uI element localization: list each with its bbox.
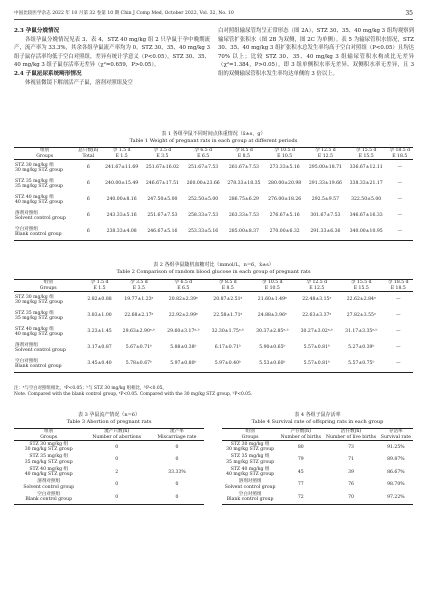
table4-cell: 86.67% [387, 469, 405, 475]
table4-row-group [222, 466, 278, 479]
table3-cell: 0 [150, 491, 204, 504]
table3-col-header-en: Miscarriage rate [150, 435, 204, 441]
table1-col-header-en: E 15.5 [346, 154, 387, 160]
table3-col-header-cn: 流产率 [150, 429, 204, 435]
table1-row-group [14, 208, 75, 224]
table4-cell: 71 [348, 457, 354, 463]
table3-col-header-en: Number of abortions [83, 435, 150, 441]
table3-row [14, 441, 204, 454]
table4-row-group [222, 491, 278, 504]
table3-row-group [14, 491, 83, 504]
table4-row-group-en: Solvent control group [224, 484, 276, 490]
table2-cell: 22.68±2.17ᵃ [124, 313, 154, 319]
table3-row-group-en: 40 mg/kg STZ group [24, 472, 73, 478]
table4-cell: 76 [348, 482, 354, 488]
table2-note [14, 386, 413, 398]
table1-cell: 243.33±5.16 [106, 213, 137, 219]
table4-col-header-cn: 组别 [222, 429, 278, 435]
table4-row-group-en: Blank control group [226, 497, 274, 503]
table4-cell: 77 [297, 482, 304, 488]
table2-col-header-cn: 孕 8.5 d [206, 280, 250, 286]
table3-row-group-en: 30 mg/kg STZ group [24, 447, 73, 453]
table4-cell: 80 [297, 444, 304, 450]
table2-cell: 5.97±0.80ᵇ [161, 356, 205, 373]
section-2-3-paragraph: 各组孕鼠分娩情况见表 3、表 4，STZ 40 mg/kg 组 2 只孕鼠于孕中晚期流产，流产率为 33.3%，其余各组孕鼠流产率均为 0。STZ 30、35、40 mg/kg 3 组子鼠存活率均低于空白对照组，差异有统计学意义（P<0.05）。STZ 30、35、40 mg/kg 3 组子鼠存活率无差异（χ²=0.659，P>0.05）。 [14, 36, 210, 69]
table2-row-group-cn: 空白对照组 [15, 358, 38, 364]
table4-col-header-cn: 存活率 [379, 429, 413, 435]
table1-row-group-en: 30 mg/kg STZ group [15, 168, 63, 174]
table1-row-group [14, 192, 75, 208]
table4-row-group-en: 30 mg/kg STZ group [226, 447, 275, 453]
table2-row-group [14, 356, 82, 373]
table1-cell: 340.00±10.95 [346, 224, 387, 241]
table3-cell: 0 [175, 482, 179, 488]
page-number: 35 [405, 10, 413, 17]
table2-row-group-cn: STZ 35 mg/kg 组 [15, 310, 54, 316]
table1-cell: 273.33±5.16 [269, 165, 300, 171]
table2-cell: — [383, 356, 413, 373]
table3-row-group-en: Blank control group [25, 497, 73, 503]
table1-cell: 285.00±8.37 [224, 224, 265, 241]
table2-cell: 5.67±0.71ᵇ [125, 345, 152, 351]
table2-cell: 5.88±0.38ᵇ [170, 345, 197, 351]
table3-row-group [14, 479, 83, 492]
table2-cell: 20.87±2.51ᵃ [213, 297, 243, 303]
table4-cell: 98.70% [387, 482, 405, 488]
table1-cell: 336.67±12.11 [349, 165, 383, 171]
table2-row-group-cn: STZ 30 mg/kg 组 [15, 294, 54, 300]
table1-cell: 292.5±9.57 [311, 197, 340, 203]
table2-cell: 5.90±0.65ᵇ [259, 345, 286, 351]
table4-col-header-en: Groups [222, 435, 278, 441]
table2-cell: 22.92±2.99ᵃ [168, 313, 198, 319]
table3-cell: 0 [175, 444, 179, 450]
table1-row [14, 224, 413, 241]
table3-row [14, 454, 204, 467]
table2-row [14, 308, 413, 324]
table3-cell: 33.33% [168, 469, 186, 475]
table2-cell: 20.82±2.39ᵃ [168, 297, 198, 303]
table1-col-header-cn: 孕 3.5 d [142, 148, 183, 154]
table1-col-header-en: Total [75, 154, 101, 160]
table3-row-group-en: 35 mg/kg STZ group [24, 459, 73, 465]
table2-cell: 32.30±1.75ᵃ·ᵇ [211, 329, 244, 335]
right-column [218, 27, 414, 79]
table2-cell: 27.82±3.55ᵃ [346, 313, 376, 319]
table4-row [222, 454, 413, 467]
section-2-4-paragraph: 体视显微镜下解剖活产子鼠，溶剂对照组及空 [25, 79, 133, 86]
table1-col-header-en: Groups [14, 154, 75, 160]
table1-cell: 346.67±16.33 [349, 213, 383, 219]
table3-cell: 2 [115, 469, 119, 475]
table3-cell: 0 [115, 482, 119, 488]
table3-row-group [14, 466, 83, 479]
table2-row-group [14, 340, 82, 356]
table3-row [14, 479, 204, 492]
table2-col-header-cn: 孕 3.5 d [117, 280, 161, 286]
table1-cell-total: 6 [86, 165, 90, 171]
table1-cell: — [397, 213, 403, 219]
table4-row-group [222, 441, 278, 454]
table2-cell: 3.83±1.00 [87, 313, 112, 319]
table1-col-header-cn: 孕 10.5 d [264, 148, 305, 154]
table2-row-group [14, 324, 82, 340]
table2-cell: 2.82±0.88 [87, 297, 112, 303]
table1-cell: — [397, 197, 403, 203]
table4-cell: 45 [297, 469, 304, 475]
table2-col-header-cn: 孕 10.5 d [250, 280, 294, 286]
table2-col-header-en: E 10.5 [250, 286, 294, 292]
table1-row-group-en: 35 mg/kg STZ group [15, 184, 63, 190]
table4 [222, 428, 413, 505]
table1-col-header-en: E 10.5 [264, 154, 305, 160]
table2-cell: 30.37±2.85ᵃ·ᵇ [256, 329, 289, 335]
table1-cell: — [397, 165, 403, 171]
table1-cell: 295.00±18.71 [308, 165, 342, 171]
table1-col-header-en: E 6.5 [183, 154, 224, 160]
table2-col-header-cn: 孕 1.5 d [82, 280, 116, 286]
table1-cell: 240.00±8.16 [106, 197, 137, 203]
table4-cell: 39 [348, 469, 354, 475]
table1-cell: 280.00±20.98 [268, 181, 302, 187]
table2-cell: — [395, 345, 401, 351]
table1-row [14, 192, 413, 208]
table1-col-header-en: E 8.5 [224, 154, 265, 160]
table2-row-group-cn: 溶剂对照组 [15, 342, 38, 348]
table4-title [222, 412, 413, 426]
table1-cell: 291.33±19.66 [308, 181, 342, 187]
table3-row-group-cn: STZ 40 mg/kg 组 [29, 466, 69, 472]
table1-cell-total: 6 [86, 197, 90, 203]
table1-col-header-cn: 孕 18.5 d [387, 148, 413, 154]
table4-col-header-en: Number of births [278, 435, 323, 441]
table1-col-header-cn: 孕 8.5 d [224, 148, 265, 154]
section-2-3-heading: 2.3 孕鼠分娩情况 [14, 28, 60, 34]
table4-title-en: Table 4 Survival rate of offspring rats in each group [251, 419, 384, 425]
table3-row-group [14, 441, 83, 454]
table4-row-group-cn: 溶剂对照组 [238, 479, 262, 485]
table2-cell: 30.27±3.02ᵃ·ᵇ [300, 329, 333, 335]
table2-cell: — [395, 313, 401, 319]
table2-cell: 22.58±1.71ᵃ [213, 313, 243, 319]
table2-col-header-cn: 孕 6.5 d [161, 280, 205, 286]
table3-row-group [14, 454, 83, 467]
table4-col-header-en: Survival rate [379, 435, 413, 441]
table2-col-header-en: E 3.5 [117, 286, 161, 292]
table2-row-group-en: Blank control group [15, 364, 62, 370]
table3-row [14, 491, 204, 504]
table2-cell: 19.77±1.23ᵃ [124, 297, 154, 303]
table2-cell: 5.78±0.67ᵇ [117, 356, 161, 373]
table4-row [222, 479, 413, 492]
table1-cell: 276.00±18.26 [268, 197, 302, 203]
table1-col-header-en: E 12.5 [305, 154, 346, 160]
table2-cell: 22.62±2.84ᵃ [346, 297, 376, 303]
table3 [14, 428, 204, 505]
table1-row-group [14, 224, 75, 241]
table4-title-cn: 表 4 各组子鼠存活率 [294, 412, 341, 418]
table1-title [14, 131, 413, 145]
table2-row-group-cn: STZ 40 mg/kg 组 [15, 326, 54, 332]
table2-cell: 3.17±0.87 [87, 345, 112, 351]
table1-cell: 246.67±17.51 [145, 181, 179, 187]
table2-row-group-en: 35 mg/kg STZ group [15, 316, 63, 322]
table3-cell: 0 [175, 457, 179, 463]
table2-cell: 3.45±0.40 [82, 356, 116, 373]
table3-title-en: Table 3 Abortion of pregnant rats [66, 419, 152, 425]
table1-cell: 270.00±6.32 [264, 224, 305, 241]
table2-row [14, 324, 413, 340]
table1-col-header-cn: 孕 15.5 d [346, 148, 387, 154]
table1-row-group-cn: 溶剂对照组 [15, 210, 38, 216]
table2-cell: 5.57±0.81ᵇ [303, 345, 330, 351]
table1-cell: 247.50±5.00 [147, 197, 178, 203]
table4-row-group [222, 454, 278, 467]
table1-row-group-cn: STZ 30 mg/kg 组 [15, 162, 54, 168]
table1-row-group-cn: STZ 40 mg/kg 组 [15, 194, 54, 200]
table1-row-group [14, 160, 75, 177]
table1-cell: 338.33±21.17 [349, 181, 383, 187]
table1-cell-total: 6 [75, 224, 101, 241]
table2-col-header-cn: 孕 15.5 d [339, 280, 383, 286]
table4-row [222, 441, 413, 454]
table4-cell: 73 [348, 444, 354, 450]
table2-col-header-en: E 18.5 [383, 286, 413, 292]
table2-row-group [14, 308, 82, 324]
table3-header-en [14, 435, 204, 441]
table2-cell: 21.60±1.49ᵃ [257, 297, 287, 303]
table1-cell: 276.67±5.16 [269, 213, 300, 219]
right-column-paragraph: 白对照组输尿管均呈正常形态（图 2A），STZ 30、35、40 mg/kg 3 组均观察到输尿管扩张积水（图 2B 为双侧，图 2C 为单侧）。表 5 为输尿管积水情况，STZ 30、35、40 mg/kg 3 组扩张积水总发生率均高于空白对照组（P<0.05）且均达 70% 以上；比较 STZ 30、35、40 mg/kg 3 组输尿管积水构成比无差异（χ²=1.384，P>0.05），即 3 组单侧积水率无差异、双侧积水率无差异，且 3 组的双侧输尿管积水发生率均达单侧的 3 倍以上。 [218, 28, 414, 77]
table1-cell: — [387, 224, 413, 241]
table4-cell: 79 [297, 457, 304, 463]
table4-cell: 91.25% [387, 444, 405, 450]
table1-cell: 291.33±6.36 [305, 224, 346, 241]
table3-row-group-cn: STZ 30 mg/kg 组 [29, 441, 69, 447]
table1-cell: 251.67±7.53 [188, 165, 219, 171]
table3-row-group-cn: 溶剂对照组 [37, 479, 61, 485]
table2-col-header-en: E 8.5 [206, 286, 250, 292]
table2-cell: 6.17±0.71ᵇ [214, 345, 241, 351]
table2-col-header-en: Groups [14, 286, 82, 292]
table1-row-group-en: Solvent control group [15, 216, 66, 222]
table2-cell: 22.48±3.15ᵃ [302, 297, 332, 303]
table4-row-group-en: 40 mg/kg STZ group [226, 472, 275, 478]
table3-cell: 0 [115, 457, 119, 463]
table4-row [222, 491, 413, 504]
table2-col-header-cn: 组别 [14, 280, 82, 286]
table1-col-header-cn: 孕 6.5 d [183, 148, 224, 154]
table2-cell: 31.17±3.35ᵃ·ᵇ [345, 329, 378, 335]
table1-cell: 278.33±18.35 [227, 181, 261, 187]
table1-row [14, 160, 413, 177]
table1-cell: 286.75±6.29 [228, 197, 259, 203]
table4-col-header-cn: 产仔数(n) [278, 429, 323, 435]
table2-row [14, 340, 413, 356]
table1-col-header-en: E 1.5 [101, 154, 142, 160]
table1-cell-total: 6 [86, 181, 90, 187]
table3-col-header-cn: 组别 [14, 429, 83, 435]
table2-col-header-en: E 6.5 [161, 286, 205, 292]
table1-col-header-cn: 孕 1.5 d [101, 148, 142, 154]
table1-cell: 238.33±4.08 [101, 224, 142, 241]
table3-title [14, 412, 204, 426]
table1-cell: 241.67±11.69 [105, 165, 139, 171]
table4-col-header-en: Number of live births [323, 435, 378, 441]
table1 [14, 147, 413, 241]
table1-cell: 251.67±7.53 [147, 213, 178, 219]
table1-title-cn: 表 1 各组孕鼠不同时间点体重情况（x̄±s，g） [161, 131, 266, 137]
table2-col-header-en: E 12.5 [295, 286, 339, 292]
table1-cell: 251.67±16.02 [145, 165, 179, 171]
table2-col-header-cn: 孕 12.5 d [295, 280, 339, 286]
table1-cell: 261.67±7.53 [228, 165, 259, 171]
table2-cell: 3.23±1.45 [87, 329, 112, 335]
table4-col-header-cn: 活仔数(n) [323, 429, 378, 435]
table3-row-group-cn: 空白对照组 [37, 491, 61, 497]
table2-col-header-en: E 1.5 [82, 286, 116, 292]
table4-row-group-cn: STZ 40 mg/kg 组 [230, 466, 270, 472]
table2-title [14, 262, 413, 276]
table2-cell: 5.27±0.39ᵇ [348, 345, 375, 351]
table1-row-group-cn: 空白对照组 [15, 226, 38, 232]
table2-cell: 5.53±0.60ᵇ [250, 356, 294, 373]
table1-title-en: Table 1 Weight of pregnant rats in each group at different periods [129, 138, 298, 144]
table1-row-group [14, 176, 75, 192]
table2-row [14, 356, 413, 373]
table2-note-en: Note. Compared with the blank control group, ᵃP<0.05. Compared with the 30 mg/kg STZ group, ᵇP<0.05. [14, 392, 253, 397]
table3-cell: 0 [83, 491, 150, 504]
table3-title-cn: 表 3 孕鼠流产情况（n=6） [78, 412, 140, 418]
table4-row-group-en: 35 mg/kg STZ group [226, 459, 275, 465]
table1-cell: 253.33±5.16 [183, 224, 224, 241]
table1-col-header-cn: 组别 [14, 148, 75, 154]
table2-cell: 24.88±3.96ᵃ [257, 313, 287, 319]
table1-cell: 301.67±7.53 [310, 213, 341, 219]
table2-cell: 5.57±0.81ᵇ [295, 356, 339, 373]
table2-row [14, 292, 413, 309]
table1-cell-total: 6 [86, 213, 90, 219]
table1-row-group-en: Blank control group [15, 232, 62, 238]
table3-col-header-en: Groups [14, 435, 83, 441]
table2-cell: — [395, 297, 401, 303]
table1-col-header-en: E 18.5 [387, 154, 413, 160]
table1-cell: — [397, 181, 403, 187]
table2-col-header-cn: 孕 18.5 d [383, 280, 413, 286]
table2-note-cn: 注：ᵃ与空白对照组相比，ᵃP<0.05；ᵇ与 STZ 30 mg/kg 组相比，ᵇP<0.05。 [14, 386, 167, 391]
table1-col-header-cn: 总只数(n) [75, 148, 101, 154]
table4-cell: 97.22% [379, 491, 413, 504]
table1-row [14, 208, 413, 224]
table1-cell: 263.33±7.53 [228, 213, 259, 219]
table1-col-header-cn: 孕 12.5 d [305, 148, 346, 154]
table2-col-header-en: E 15.5 [339, 286, 383, 292]
table1-row-group-en: 40 mg/kg STZ group [15, 200, 63, 206]
table1-cell: 322.50±5.00 [351, 197, 382, 203]
table2-row-group [14, 292, 82, 309]
table2-row-group-en: Solvent control group [15, 348, 66, 354]
table2-cell: — [395, 329, 401, 335]
table1-col-header-en: E 3.5 [142, 154, 183, 160]
table2-cell: 5.97±0.40ᵇ [206, 356, 250, 373]
table4-cell: 89.87% [387, 457, 405, 463]
table2 [14, 279, 413, 373]
table4-row [222, 466, 413, 479]
table4-row-group-cn: STZ 35 mg/kg 组 [230, 454, 270, 460]
table2-row-group-en: 40 mg/kg STZ group [15, 332, 63, 338]
table4-row-group [222, 479, 278, 492]
table1-cell: 246.67±5.16 [142, 224, 183, 241]
table2-cell: 29.63±2.90ᵃ·ᵇ [122, 329, 155, 335]
table2-row-group-en: 30 mg/kg STZ group [15, 300, 63, 306]
table4-cell: 72 [278, 491, 323, 504]
left-column [14, 27, 210, 87]
table3-row [14, 466, 204, 479]
table1-cell: 240.00±15.49 [105, 181, 139, 187]
table1-cell: 258.33±7.53 [188, 213, 219, 219]
table3-cell: 0 [115, 444, 119, 450]
table2-cell: 5.57±0.75ᵇ [339, 356, 383, 373]
section-2-4-heading: 2.4 子鼠泌尿系统畸形情况 [14, 70, 82, 77]
table2-cell: 22.63±3.37ᵃ [302, 313, 332, 319]
table1-cell: 252.50±5.00 [188, 197, 219, 203]
table4-row-group-cn: 空白对照组 [238, 491, 262, 497]
table3-col-header-cn: 流产只数(n) [83, 429, 150, 435]
table3-row-group-cn: STZ 35 mg/kg 组 [29, 454, 69, 460]
table4-cell: 70 [323, 491, 378, 504]
table2-title-cn: 表 2 各组孕鼠随机血糖对比（mmol/L，n=6，x̄±s） [153, 262, 274, 268]
table2-cell: 29.60±3.17ᵃ·ᵇ [167, 329, 200, 335]
table1-row-group-cn: STZ 35 mg/kg 组 [15, 178, 54, 184]
table4-header-en [222, 435, 413, 441]
table1-cell: 260.00±23.66 [186, 181, 220, 187]
table4-row-group-cn: STZ 30 mg/kg 组 [230, 441, 270, 447]
table2-title-en: Table 2 Comparison of random blood glucose in each group of pregnant rats [116, 269, 311, 275]
table1-row [14, 176, 413, 192]
running-header [14, 9, 413, 20]
journal-citation: 中国比较医学杂志 2022 年 10 月第 32 卷第 10 期 Chin J Comp Med, October 2022, Vol. 32, No. 10 [14, 11, 234, 16]
table3-row-group-en: Solvent control group [23, 484, 75, 490]
